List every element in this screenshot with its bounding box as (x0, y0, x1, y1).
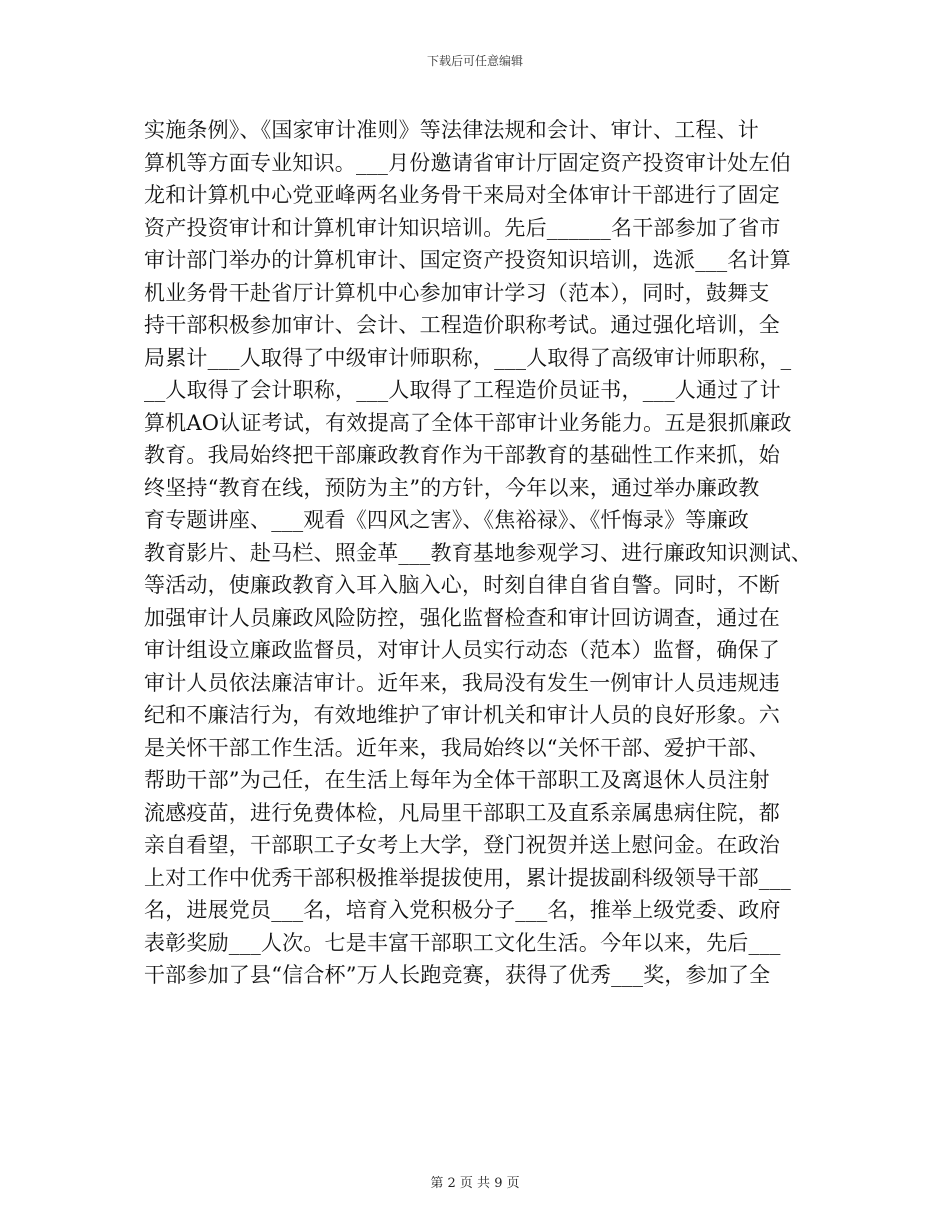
body-line: 算机等方面专业知识。___月份邀请省审计厅固定资产投资审计处左伯 (144, 150, 791, 175)
body-line: 名，进展党员___名，培育入党积极分子___名，推举上级党委、政府 (144, 898, 781, 922)
body-line: 育专题讲座、___观看《四风之害》、《焦裕禄》、《忏悔录》等廉政 (144, 508, 749, 532)
body-line: 持干部积极参加审计、会计、工程造价职称考试。通过强化培训，全 (144, 313, 780, 337)
body-line: 流感疫苗，进行免费体检，凡局里干部职工及直系亲属患病住院，都 (144, 800, 780, 825)
body-line: __人取得了会计职称，___人取得了工程造价员证书，___人通过了计 (144, 378, 781, 402)
body-line: 等活动，使廉政教育入耳入脑入心，时刻自律自省自警。同时，不断 (144, 573, 780, 597)
body-line: 审计部门举办的计算机审计、国定资产投资知识培训，选派___名计算 (144, 248, 791, 272)
body-line: 机业务骨干赴省厅计算机中心参加审计学习（范本），同时，鼓舞支 (144, 280, 770, 305)
body-line: 是关怀干部工作生活。近年来，我局始终以“关怀干部、爱护干部、 (144, 735, 770, 760)
body-line: 纪和不廉洁行为，有效地维护了审计机关和审计人员的良好形象。六 (144, 703, 780, 727)
document-body (144, 114, 824, 992)
page-footer: 第 2 页 共 9 页 (430, 1176, 520, 1191)
page-header: 下载后可任意编辑 (426, 54, 523, 68)
body-line: 局累计___人取得了中级审计师职称，___人取得了高级审计师职称，_ (144, 345, 792, 370)
body-line: 上对工作中优秀干部积极推举提拔使用，累计提拔副科级领导干部___ (144, 865, 791, 890)
body-line: 教育影片、赴马栏、照金革___教育基地参观学习、进行廉政知识测试、 (144, 540, 813, 565)
body-line: 教育。我局始终把干部廉政教育作为干部教育的基础性工作来抓，始 (144, 443, 780, 467)
body-line: 审计组设立廉政监督员，对审计人员实行动态（范本）监督，确保了 (144, 638, 780, 662)
body-line: 亲自看望，干部职工子女考上大学，登门祝贺并送上慰问金。在政治 (144, 833, 780, 857)
body-line: 加强审计人员廉政风险防控，强化监督检查和审计回访调查，通过在 (144, 605, 780, 630)
body-line: 龙和计算机中心党亚峰两名业务骨干来局对全体审计干部进行了固定 (144, 183, 780, 207)
body-line: 终坚持“教育在线，预防为主”的方针，今年以来，通过举办廉政教 (144, 475, 760, 500)
body-line: 算机AO认证考试，有效提高了全体干部审计业务能力。五是狠抓廉政 (144, 410, 792, 435)
body-line: 干部参加了县“信合杯”万人长跑竞赛，获得了优秀___奖，参加了全 (144, 963, 771, 987)
body-line: 帮助干部”为己任，在生活上每年为全体干部职工及离退休人员注射 (144, 768, 770, 792)
body-line: 实施条例》、《国家审计准则》等法律法规和会计、审计、工程、计 (144, 118, 759, 142)
body-line: 资产投资审计和计算机审计知识培训。先后______名干部参加了省市 (144, 215, 781, 240)
body-line: 表彰奖励___人次。七是丰富干部职工文化生活。今年以来，先后___ (144, 930, 781, 955)
body-line: 审计人员依法廉洁审计。近年来，我局没有发生一例审计人员违规违 (144, 670, 780, 695)
